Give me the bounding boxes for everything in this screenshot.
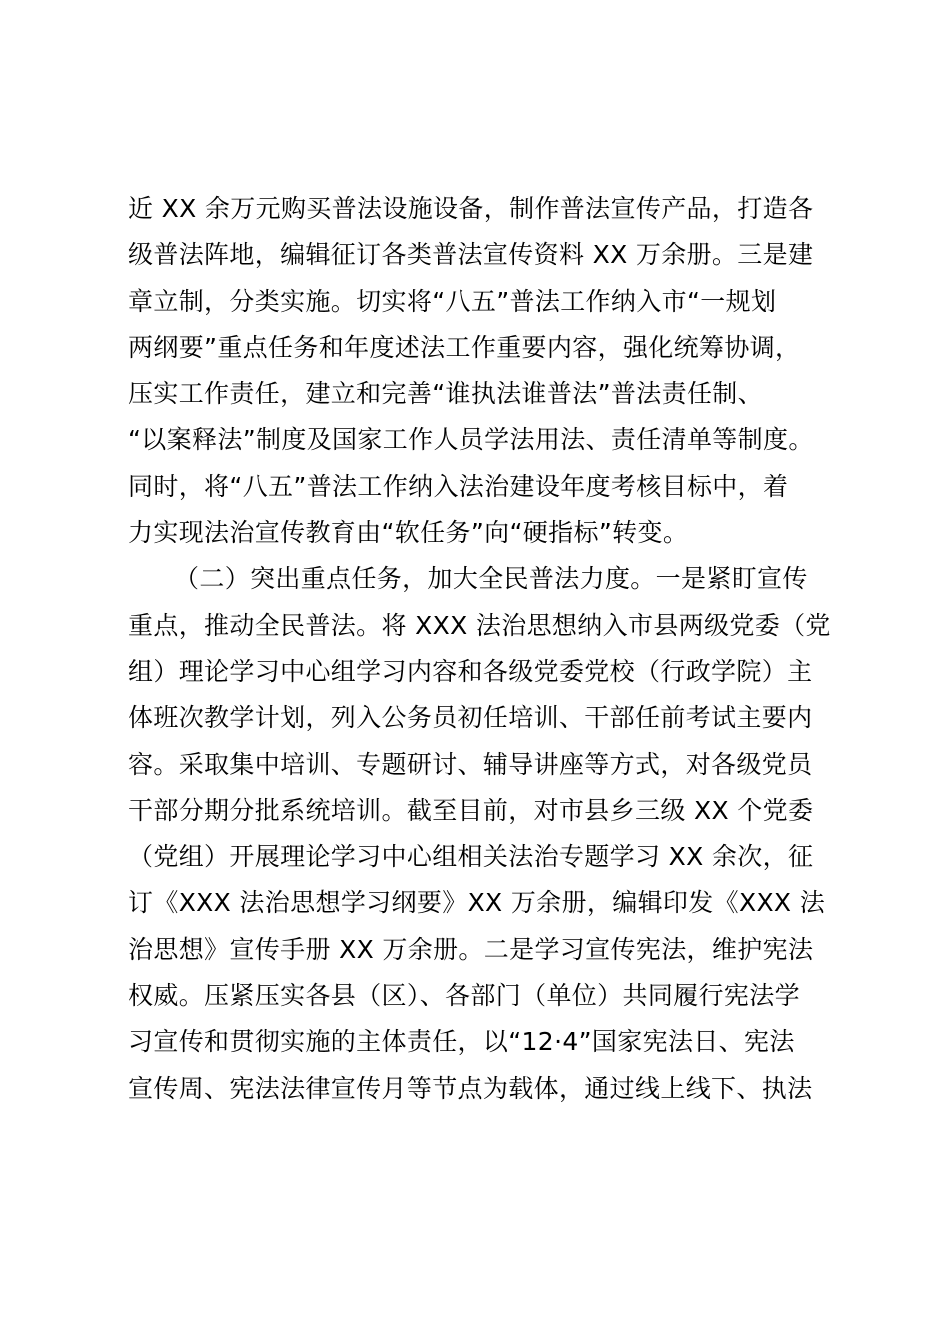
text-line: 权威。压紧压实各县（区）、各部门（单位）共同履行宪法学 bbox=[128, 981, 800, 1011]
text-line: 容。采取集中培训、专题研讨、辅导讲座等方式，对各级党员 bbox=[128, 749, 813, 779]
text-line: 宣传周、宪法法律宣传月等节点为载体，通过线上线下、执法 bbox=[128, 1073, 813, 1103]
text-line: “以案释法”制度及国家工作人员学法用法、责任清单等制度。 bbox=[128, 425, 814, 455]
text-line: 干部分期分批系统培训。截至目前，对市县乡三级 XX 个党委 bbox=[128, 795, 814, 825]
text-line: 体班次教学计划，列入公务员初任培训、干部任前考试主要内 bbox=[128, 703, 813, 733]
text-line: 压实工作责任，建立和完善“谁执法谁普法”普法责任制、 bbox=[128, 379, 764, 409]
text-line: 订《XXX 法治思想学习纲要》XX 万余册，编辑印发《XXX 法 bbox=[128, 888, 826, 918]
text-line: 级普法阵地，编辑征订各类普法宣传资料 XX 万余册。三是建 bbox=[128, 240, 814, 270]
text-line: 力实现法治宣传教育由“软任务”向“硬指标”转变。 bbox=[128, 518, 689, 548]
text-line: 重点，推动全民普法。将 XXX 法治思想纳入市县两级党委（党 bbox=[128, 610, 831, 640]
text-line: 同时，将“八五”普法工作纳入法治建设年度考核目标中，着 bbox=[128, 471, 789, 501]
text-line: 章立制，分类实施。切实将“八五”普法工作纳入市“一规划 bbox=[128, 286, 777, 316]
text-line: 组）理论学习中心组学习内容和各级党委党校（行政学院）主 bbox=[128, 656, 813, 686]
text-line: 习宣传和贯彻实施的主体责任，以“12·4”国家宪法日、宪法 bbox=[128, 1027, 795, 1057]
text-line: 近 XX 余万元购买普法设施设备，制作普法宣传产品，打造各 bbox=[128, 194, 814, 223]
body-text bbox=[128, 186, 840, 1112]
text-line: 治思想》宣传手册 XX 万余册。二是学习宣传宪法，维护宪法 bbox=[128, 934, 814, 964]
text-line: 两纲要”重点任务和年度述法工作重要内容，强化统筹协调， bbox=[128, 332, 801, 362]
text-line: （党组）开展理论学习中心组相关法治专题学习 XX 余次，征 bbox=[128, 842, 814, 872]
text-line: （二）突出重点任务，加大全民普法力度。一是紧盯宣传 bbox=[174, 564, 808, 594]
